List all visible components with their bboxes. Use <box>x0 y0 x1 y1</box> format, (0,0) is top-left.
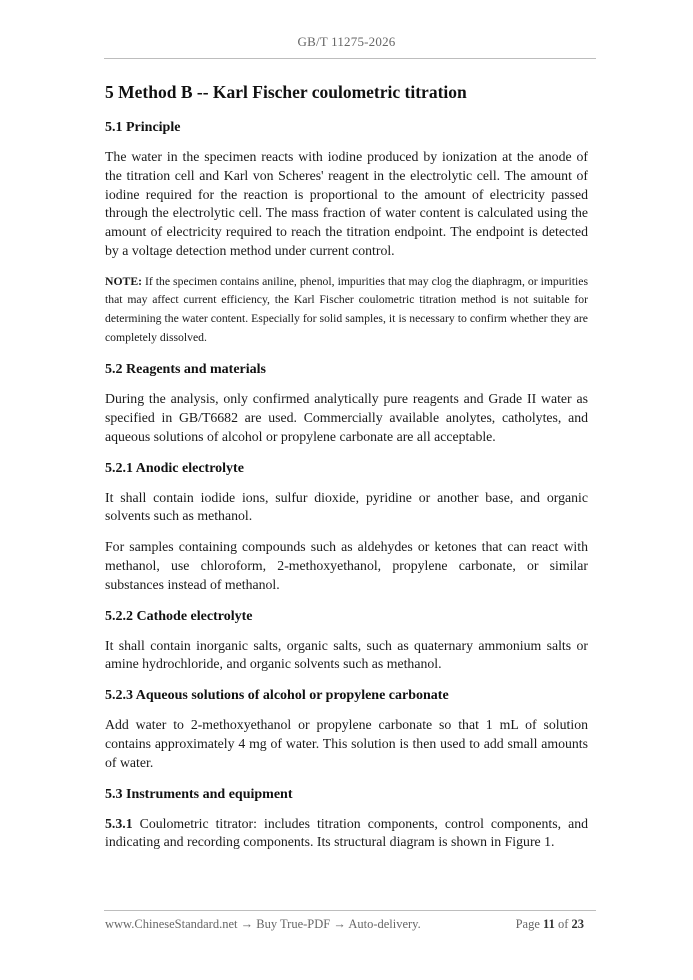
arrow-right-icon: → <box>330 917 349 931</box>
delivery-text: Auto-delivery. <box>348 917 421 931</box>
paragraph-anodic-2: For samples containing compounds such as aldehydes or ketones that can react with methanol, use chloroform, 2-methoxyethanol, propylene carbonate, or similar substances instead of methanol. <box>105 539 588 592</box>
heading-5-1: 5.1 Principle <box>105 120 181 135</box>
note-paragraph <box>105 273 588 347</box>
paragraph-principle: The water in the specimen reacts with iodine produced by ionization at the anode of the titration cell and Karl von Scheres' reagent in the electrolytic cell. The amount of iodine required for the reaction is proportional to the amount of electricity passed through the electrolytic cell. The mass fraction of water content is calculated using the amount of electricity required to reach the titration endpoint. The endpoint is detected by a voltage detection method under current control. <box>105 149 588 258</box>
footer-divider <box>104 910 596 911</box>
of-label: of <box>557 917 569 931</box>
heading-5-2: 5.2 Reagents and materials <box>105 362 266 378</box>
heading-5-2-2: 5.2.2 Cathode electrolyte <box>105 608 253 624</box>
page-indicator <box>516 917 584 932</box>
page-content <box>105 80 588 864</box>
heading-5-2-1: 5.2.1 Anodic electrolyte <box>105 460 244 476</box>
site-link[interactable]: www.ChineseStandard.net <box>105 917 238 931</box>
paragraph-cathode: It shall contain inorganic salts, organic salts, such as quaternary ammonium salts or amine hydrochloride, and organic solvents such as methanol. <box>105 637 588 672</box>
note-label: NOTE: <box>105 274 143 288</box>
page-label: Page <box>515 917 540 931</box>
section-title: 5 Method B -- Karl Fischer coulometric titration <box>105 82 467 102</box>
titrator-text: Coulometric titrator: includes titration components, control components, and indicating and recording components. Its structural diagram is shown in Figure 1. <box>105 815 588 850</box>
arrow-right-icon: → <box>237 917 257 931</box>
footer-links <box>105 917 421 932</box>
page-header: GB/T 11275-2026 <box>297 34 396 49</box>
buy-pdf-text: Buy True-PDF <box>256 917 331 931</box>
heading-5-3: 5.3 Instruments and equipment <box>105 786 293 802</box>
paragraph-reagents: During the analysis, only confirmed analytically pure reagents and Grade II water as specified in GB/T6682 are used. Commercially available anolytes, catholytes, and aqueous solutions of alcohol or propylene carbonate are all acceptable. <box>105 391 588 444</box>
clause-number: 5.3.1 <box>105 815 133 831</box>
heading-5-2-3: 5.2.3 Aqueous solutions of alcohol or propylene carbonate <box>105 688 449 704</box>
note-text: If the specimen contains aniline, phenol, impurities that may clog the diaphragm, or impurities that may affect current efficiency, the Karl Fischer coulometric titration method is not suitable for determining the water content. Especially for solid samples, it is necessary to confirm whether they are completely dissolved. <box>105 274 588 344</box>
paragraph-anodic-1: It shall contain iodide ions, sulfur dioxide, pyridine or another base, and organic solvents such as methanol. <box>105 489 588 524</box>
page-total: 23 <box>571 917 584 931</box>
page-number: 11 <box>543 917 555 931</box>
paragraph-aqueous: Add water to 2-methoxyethanol or propylene carbonate so that 1 mL of solution contains approximately 4 mg of water. This solution is then used to add small amounts of water. <box>105 717 588 770</box>
header-divider <box>104 58 596 59</box>
paragraph-titrator <box>105 815 588 853</box>
